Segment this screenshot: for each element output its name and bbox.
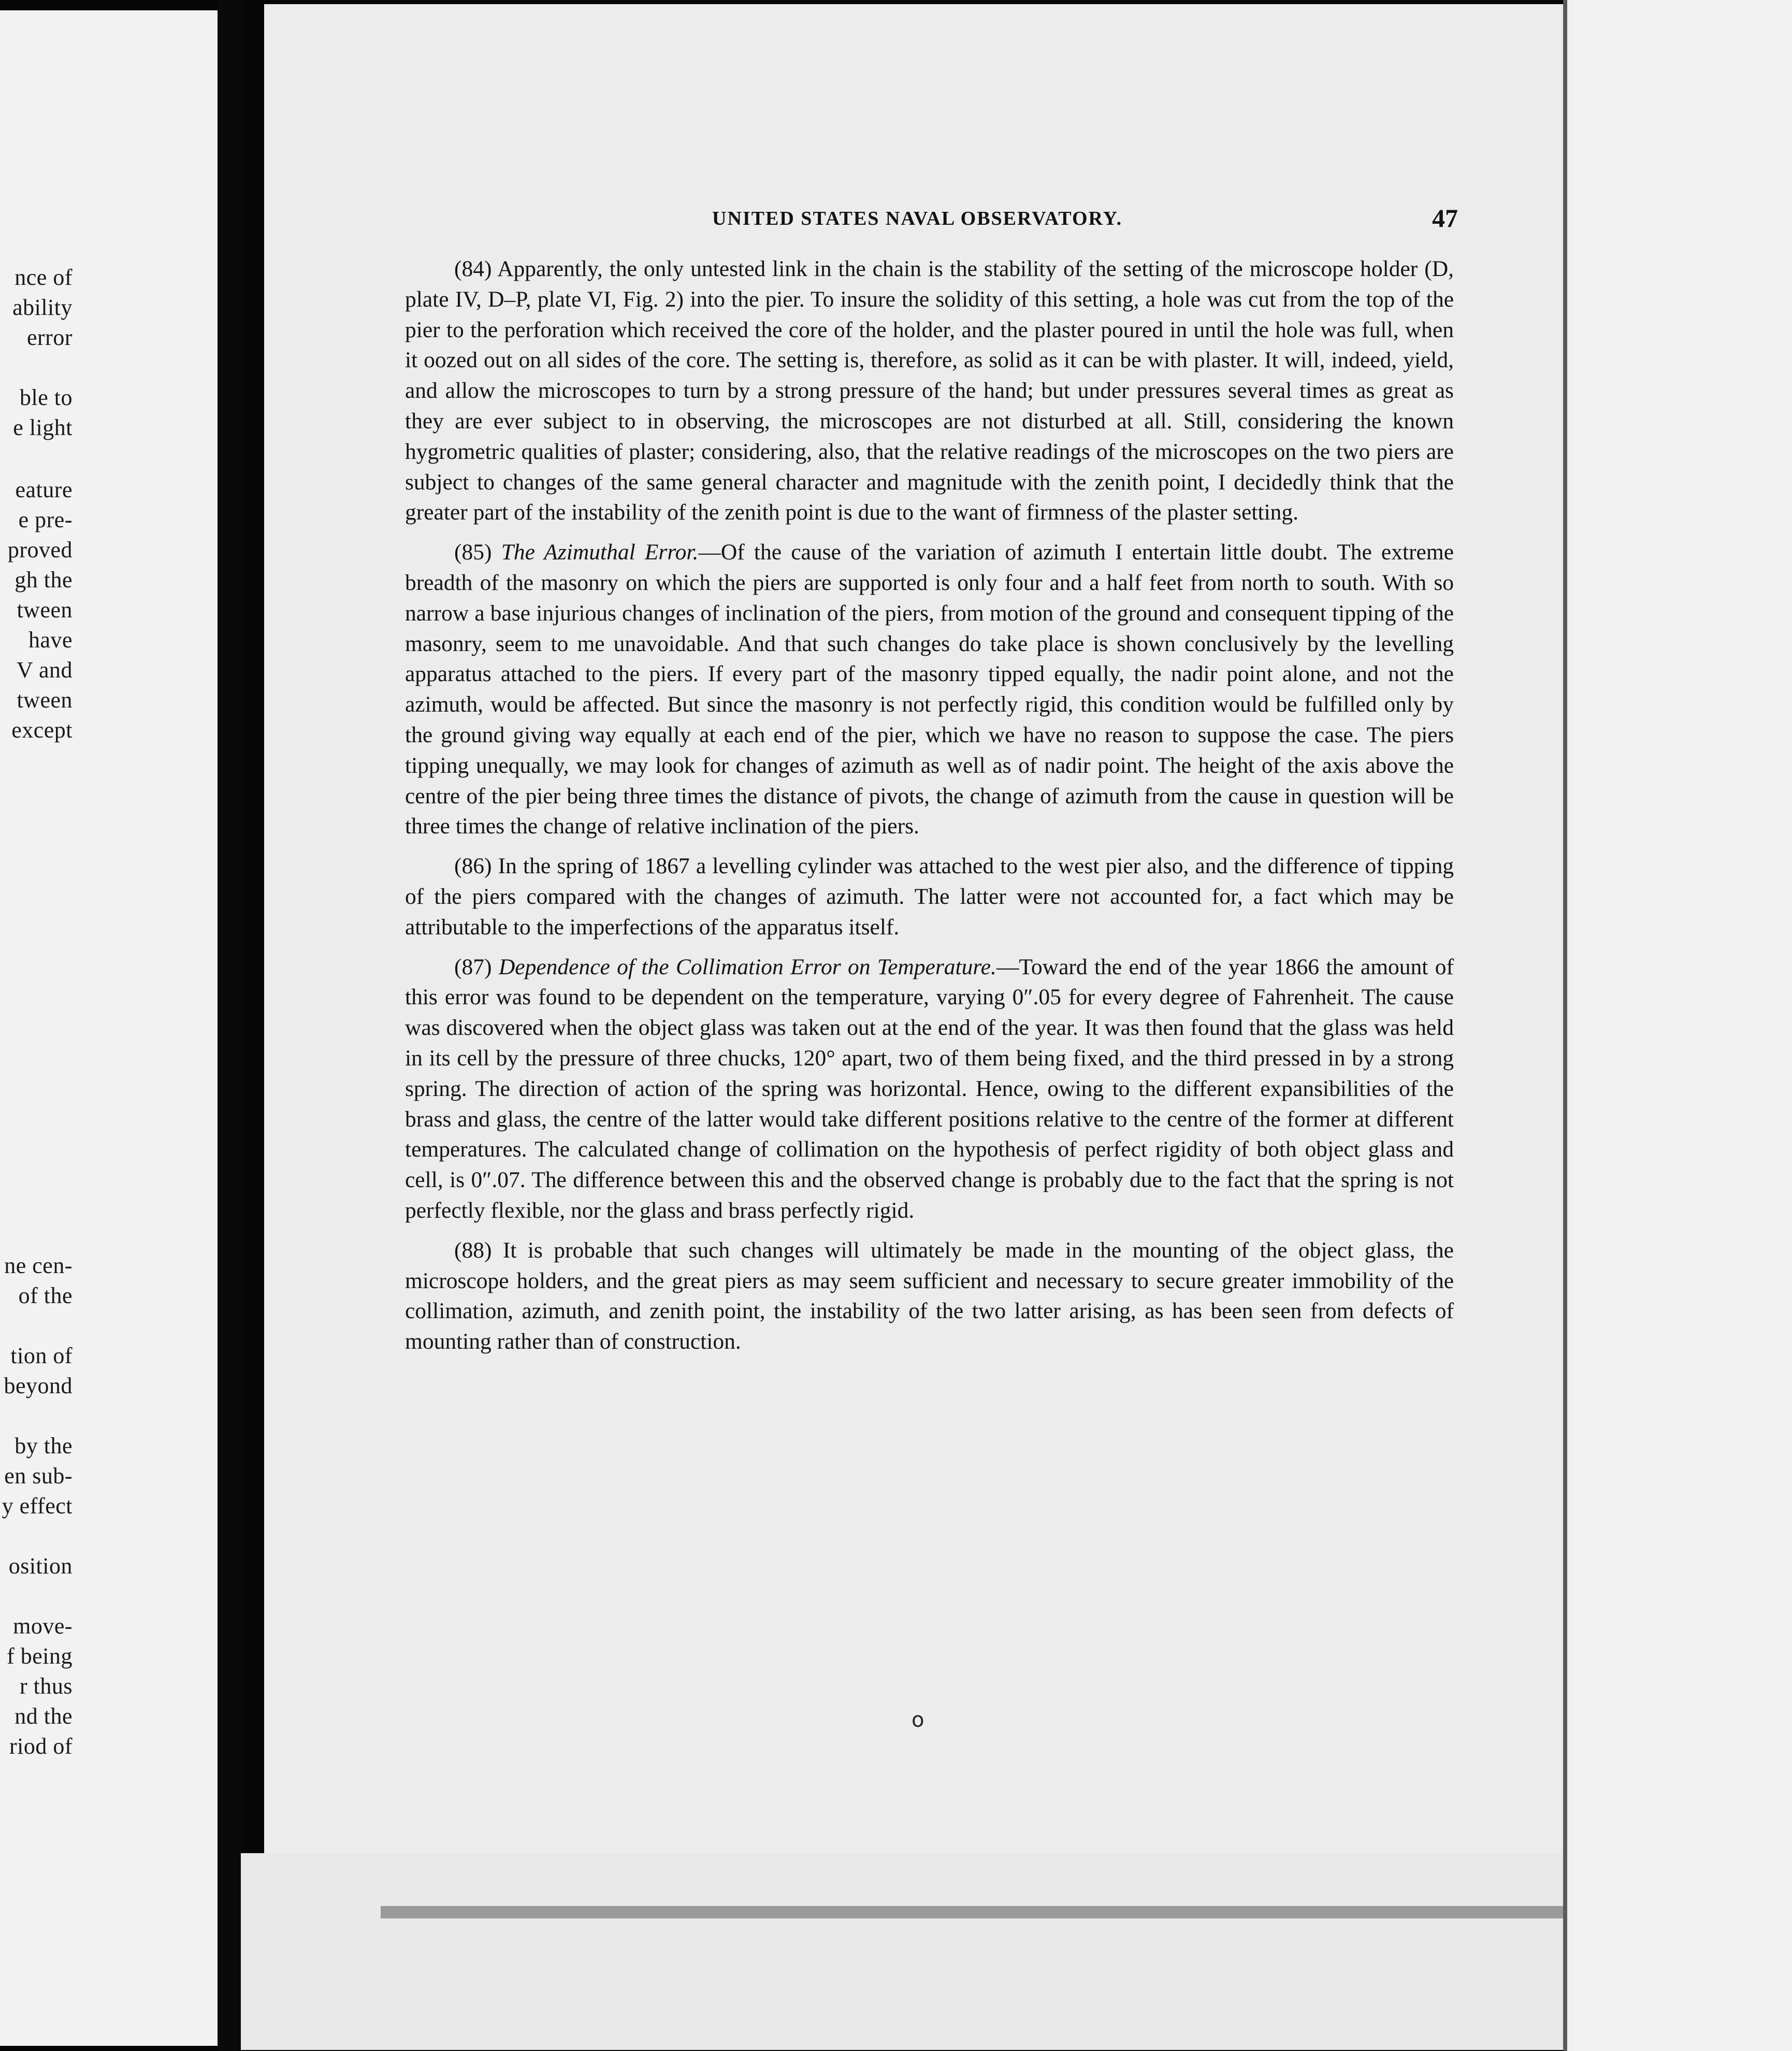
paragraph-86: [405, 851, 1454, 942]
left-fragment: ability: [12, 295, 73, 320]
left-fragment: nce of: [15, 265, 73, 290]
left-fragment: of the: [18, 1283, 73, 1308]
left-fragment: y effect: [2, 1493, 73, 1519]
paragraph-text: —Toward the end of the year 1866 the amount of this error was found to be dependent on the temperature, varying 0″.05 for every degree of Fahrenheit. The cause was discovered when the object glass was taken out at the end of the year. It was then found that the glass was held in its cell by the pressure of three chucks, 120° apart, two of them being fixed, and the third pressed in by a strong spring. The direction of action of the spring was horizontal. Hence, owing to the different expansibilities of the brass and glass, the centre of the latter would take different positions relative to the centre of the former at different temperatures. The calculated change of collimation on the hypothesis of perfect rigidity of both object glass and cell, is 0″.07. The difference between this and the observed change is probably due to the fact that the spring is not perfectly flexible, nor the glass and brass perfectly rigid.: [405, 954, 1454, 1223]
left-fragment: osition: [8, 1553, 73, 1579]
left-fragment: en sub-: [4, 1463, 73, 1489]
paragraph-87: [405, 952, 1454, 1226]
left-fragment: e light: [13, 415, 73, 440]
paragraph-text: In the spring of 1867 a levelling cylinder was attached to the west pier also, and the difference of tipping of the piers compared with the changes of azimuth. The latter were not accounted for, a fact which may be attributable to the imperfections of the apparatus itself.: [405, 854, 1454, 940]
footer-mark: o: [912, 1708, 924, 1732]
left-fragment: f being: [7, 1643, 73, 1669]
left-fragment: tween: [17, 597, 73, 623]
page-edge-shadow: [381, 1906, 1564, 1918]
body-text: [405, 254, 1454, 1366]
page-edge: [1563, 0, 1567, 2051]
paragraph-number: (84): [454, 256, 492, 281]
paragraph-number: (85): [454, 540, 492, 565]
paragraph-number: (86): [454, 854, 492, 879]
paragraph-88: [405, 1235, 1454, 1357]
left-fragment: riod of: [9, 1734, 73, 1759]
page-header: [443, 204, 1458, 238]
page-number: 47: [1432, 204, 1458, 233]
left-fragment: tween: [17, 687, 73, 713]
right-blank-page: [1567, 0, 1792, 2051]
left-fragment: by the: [15, 1433, 73, 1458]
paragraph-text: Apparently, the only untested link in the chain is the stability of the setting of the microscope holder (D, plate IV, D–P, plate VI, Fig. 2) into the pier. To insure the solidity of this setting, a hole was cut from the top of the pier to the perforation which received the core of the holder, and the plaster poured in until the hole was full, when it oozed out on all sides of the core. The setting is, therefore, as solid as it can be with plaster. It will, indeed, yield, and allow the microscopes to turn by a strong pressure of the hand; but under pressures several times as great as they are ever subject to in observing, the microscopes are not disturbed at all. Still, considering the known hygrometric qualities of plaster; considering, also, that the relative readings of the microscopes on the two piers are subject to changes of the same general character and magnitude with the zenith point, I decidedly think that the greater part of the instability of the zenith point is due to the want of firmness of the plaster setting.: [405, 256, 1454, 525]
running-title: UNITED STATES NAVAL OBSERVATORY.: [712, 208, 1123, 229]
left-fragment: ne cen-: [4, 1253, 73, 1278]
paragraph-text: —Of the cause of the variation of azimuth I entertain little doubt. The extreme breadth of the masonry on which the piers are supported is only four and a half feet from north to south. With so narrow a base injurious changes of inclination of the piers, from motion of the ground and consequent tipping of the masonry, seem to me unavoidable. And that such changes do take place is shown conclusively by the levelling apparatus attached to the piers. If every part of the masonry tipped equally, the nadir point alone, and not the azimuth, would be affected. But since the masonry is not perfectly rigid, this condition would be fulfilled only by the ground giving way equally at each end of the pier, which we have no reason to suppose the case. The piers tipping unequally, we may look for changes of azimuth as well as of nadir point. The height of the axis above the centre of the pier being three times the distance of pivots, the change of azimuth from the cause in question will be three times the change of relative inclination of the piers.: [405, 540, 1454, 839]
left-fragment: gh the: [15, 567, 73, 593]
left-fragment: beyond: [4, 1373, 73, 1398]
left-fragment: tion of: [10, 1343, 73, 1368]
left-fragment: ble to: [20, 385, 73, 410]
left-fragment: error: [27, 325, 73, 350]
book-gutter: [218, 0, 241, 2051]
paragraph-heading: The Azimuthal Error.: [501, 540, 699, 565]
paragraph-heading: Dependence of the Collimation Error on Temperature.: [498, 954, 996, 979]
paragraph-number: (87): [454, 954, 492, 979]
left-fragment: r thus: [20, 1673, 73, 1699]
left-fragment: move-: [13, 1613, 73, 1639]
main-page-lower-margin: [241, 1853, 1563, 2050]
left-fragment: proved: [7, 537, 73, 562]
paragraph-85: [405, 537, 1454, 842]
paragraph-number: (88): [454, 1237, 492, 1263]
paragraph-84: [405, 254, 1454, 528]
left-fragment: V and: [16, 657, 73, 683]
left-fragment: eature: [15, 477, 73, 502]
left-fragment: nd the: [15, 1703, 73, 1729]
paragraph-text: It is probable that such changes will ultimately be made in the mounting of the object glass, the microscope holders, and the great piers as may seem sufficient and necessary to secure greater immobility of the collimation, azimuth, and zenith point, the instability of the two latter arising, as has been seen from defects of mounting rather than of construction.: [405, 1237, 1454, 1354]
left-fragment: have: [28, 627, 73, 653]
left-fragment: except: [11, 717, 73, 743]
left-adjacent-page: [0, 10, 218, 2046]
left-fragment: e pre-: [18, 507, 73, 532]
